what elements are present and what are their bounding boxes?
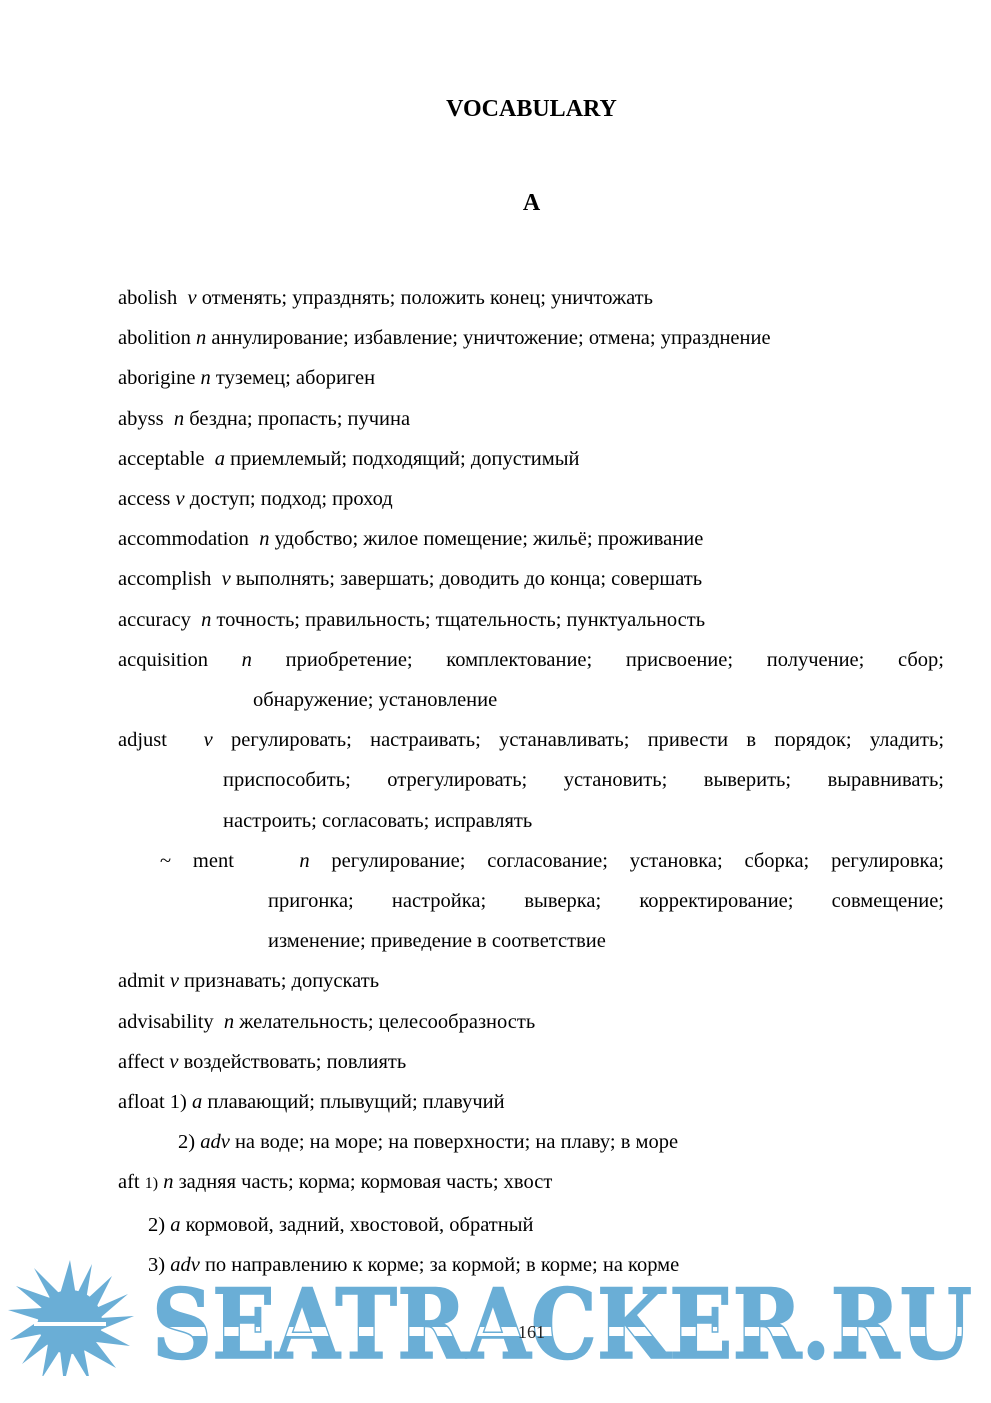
entry-word: acceptable: [118, 447, 205, 470]
entry-word: abolition: [118, 327, 191, 350]
part-of-speech: v: [175, 488, 185, 511]
entry-definition: настроить; согласовать; исправлять: [223, 809, 533, 832]
entry-definition: регулировать; настраивать; устанавливать; привести в порядок; уладить;: [231, 729, 945, 752]
entry-definition: обнаружение; установление: [253, 689, 498, 712]
entry-word: affect: [118, 1050, 165, 1073]
sense-number: 3): [148, 1253, 166, 1276]
entry-definition: приемлемый; подходящий; допустимый: [224, 447, 580, 470]
entry-definition: плавающий; плывущий; плавучий: [202, 1091, 505, 1114]
part-of-speech: a: [170, 1213, 181, 1236]
page-title: VOCABULARY: [446, 96, 617, 122]
part-of-speech: n: [200, 367, 211, 390]
entry-aft-sense-2: [118, 1205, 944, 1245]
part-of-speech: n: [163, 1171, 174, 1194]
entry-adjust-continued: [118, 801, 944, 841]
part-of-speech: v: [169, 970, 179, 993]
entry-accomplish: [118, 559, 944, 599]
entry-definition: признавать; допускать: [178, 970, 380, 993]
entry-definition: приспособить; отрегулировать; установить; выверить; выравнивать;: [223, 769, 944, 792]
entry-abolish: [118, 278, 944, 318]
entry-word: accuracy: [118, 608, 191, 631]
sun-icon: [8, 1260, 134, 1376]
entry-definition: удобство; жилое помещение; жильё; проживание: [269, 528, 704, 551]
part-of-speech: n: [173, 407, 185, 430]
entry-adjustment-continued: [118, 881, 944, 921]
entry-word: abyss: [118, 407, 164, 430]
vocabulary-list: [118, 278, 944, 1285]
entry-word: adjust: [118, 729, 167, 752]
sense-number: 2): [148, 1213, 166, 1236]
entry-definition: регулирование; согласование; установка; сборка; регулировка;: [331, 849, 944, 872]
entry-word: accommodation: [118, 528, 249, 551]
entry-advisability: [118, 1002, 944, 1042]
sense-number: 1): [144, 1175, 159, 1193]
part-of-speech: a: [214, 447, 225, 470]
entry-definition: аннулирование; избавление; уничтожение; отмена; упразднение: [206, 327, 771, 350]
entry-definition: доступ; подход; проход: [184, 488, 393, 511]
watermark-text: SEATRACKER.RU: [152, 1268, 972, 1376]
entry-acceptable: [118, 439, 944, 479]
part-of-speech: v: [169, 1050, 179, 1073]
entry-acquisition-continued: [118, 680, 944, 720]
part-of-speech: v: [203, 729, 213, 752]
entry-definition: по направлению к корме; за кормой; в корме; на корме: [199, 1253, 680, 1276]
entry-definition: выполнять; завершать; доводить до конца; совершать: [230, 568, 703, 591]
part-of-speech: n: [223, 1010, 235, 1033]
seatracker-watermark: [0, 1253, 991, 1376]
entry-word: admit: [118, 970, 165, 993]
entry-definition: отменять; упразднять; положить конец; уничтожать: [196, 287, 653, 309]
entry-definition: на воде; на море; на поверхности; на плаву; в море: [229, 1131, 679, 1154]
sense-number: 1): [169, 1091, 187, 1114]
entry-definition: задняя часть; корма; кормовая часть; хвост: [173, 1171, 553, 1194]
entry-acquisition: [118, 640, 944, 680]
part-of-speech: n: [299, 849, 310, 872]
entry-adjust-continued: [118, 760, 944, 800]
entry-word: accomplish: [118, 568, 212, 591]
entry-word: aft: [118, 1171, 140, 1194]
part-of-speech: adv: [200, 1131, 230, 1154]
part-of-speech: v: [221, 568, 231, 591]
entry-affect: [118, 1042, 944, 1082]
part-of-speech: n: [259, 528, 270, 551]
entry-accommodation: [118, 519, 944, 559]
entry-definition: приобретение; комплектование; присвоение; получение; сбор;: [285, 648, 944, 671]
entry-word: abolish: [118, 287, 178, 309]
part-of-speech: v: [187, 287, 197, 309]
entry-aft: [118, 1162, 944, 1204]
part-of-speech: n: [196, 327, 207, 350]
entry-word: access: [118, 488, 171, 511]
entry-afloat: [118, 1082, 944, 1122]
entry-adjustment: [118, 841, 944, 881]
entry-definition: бездна; пропасть; пучина: [184, 407, 411, 430]
section-letter: A: [522, 190, 541, 216]
page-number: 161: [518, 1322, 545, 1342]
entry-definition: точность; правильность; тщательность; пунктуальность: [211, 608, 706, 631]
entry-afloat-sense-2: [118, 1122, 944, 1162]
part-of-speech: a: [192, 1091, 203, 1114]
entry-word: advisability: [118, 1010, 214, 1033]
entry-definition: пригонка; настройка; выверка; корректирование; совмещение;: [268, 890, 944, 913]
part-of-speech: n: [201, 608, 212, 631]
entry-definition: желательность; целесообразность: [234, 1010, 536, 1033]
entry-word: acquisition: [118, 648, 208, 671]
entry-admit: [118, 961, 944, 1001]
entry-aborigine: [118, 358, 944, 398]
entry-access: [118, 479, 944, 519]
entry-adjust: [118, 720, 944, 760]
entry-definition: воздействовать; повлиять: [178, 1050, 407, 1073]
entry-abyss: [118, 399, 944, 439]
entry-word: afloat: [118, 1091, 165, 1114]
part-of-speech: n: [241, 648, 252, 671]
entry-definition: изменение; приведение в соответствие: [268, 930, 606, 953]
sense-number: 2): [178, 1131, 196, 1154]
entry-word: aborigine: [118, 367, 196, 390]
entry-accuracy: [118, 600, 944, 640]
entry-adjustment-continued: [118, 921, 944, 961]
entry-abolition: [118, 318, 944, 358]
entry-definition: кормовой, задний, хвостовой, обратный: [180, 1213, 534, 1236]
entry-definition: туземец; абориген: [210, 367, 376, 390]
part-of-speech: adv: [170, 1253, 200, 1276]
entry-word: ~ ment: [160, 849, 234, 872]
